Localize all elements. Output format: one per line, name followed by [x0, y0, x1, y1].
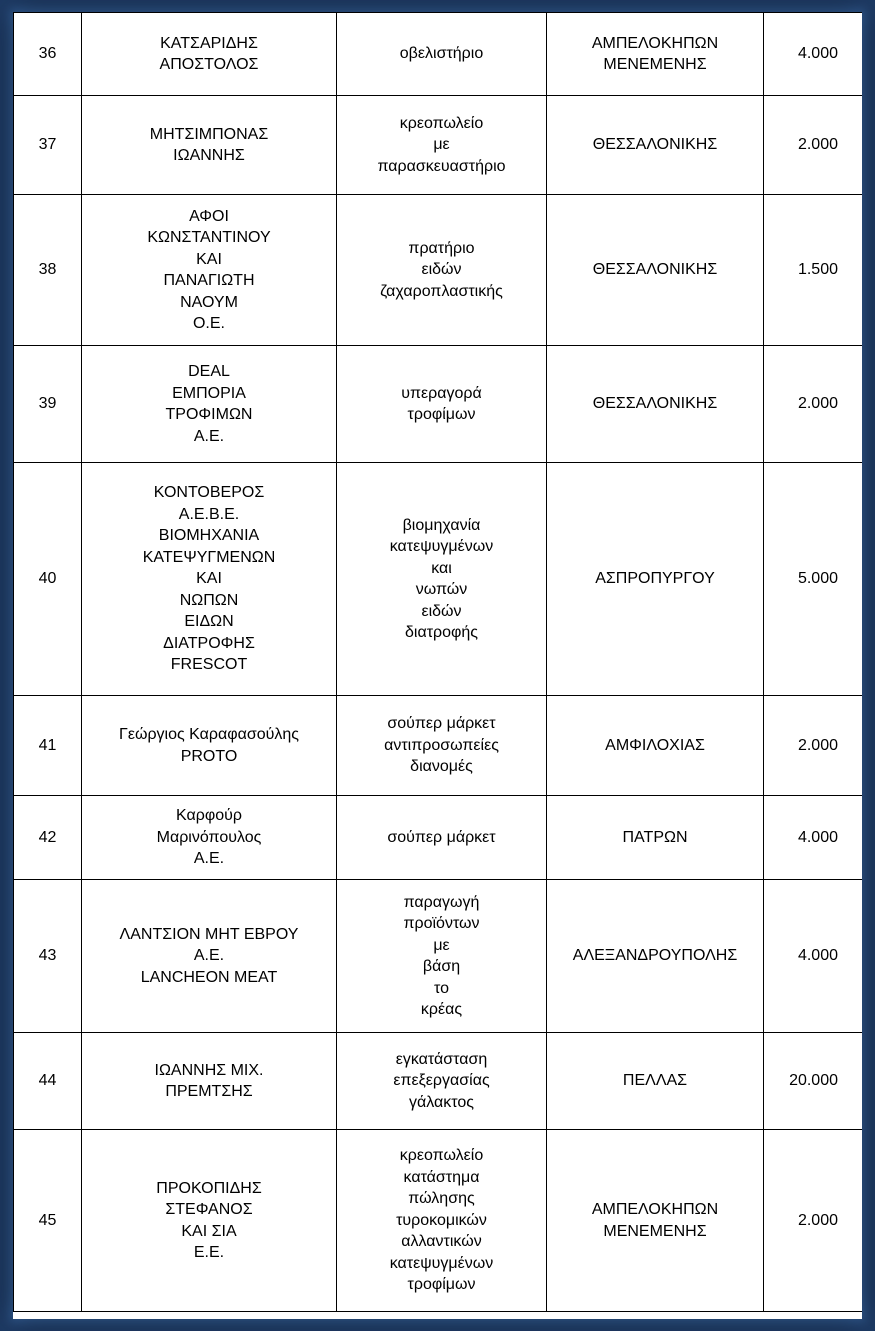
- business-activity: κρεοπωλείο κατάστημα πώλησης τυροκομικών αλλαντικών κατεψυγμένων τροφίμων: [337, 1130, 547, 1312]
- company-name: ΜΗΤΣΙΜΠΟΝΑΣ ΙΩΑΝΝΗΣ: [82, 96, 337, 195]
- company-name: DEAL ΕΜΠΟΡΙΑ ΤΡΟΦΙΜΩΝ Α.Ε.: [82, 346, 337, 463]
- municipality: ΠΕΛΛΑΣ: [547, 1033, 764, 1130]
- table-row: [14, 13, 863, 96]
- business-activity: πρατήριο ειδών ζαχαροπλαστικής: [337, 195, 547, 346]
- business-activity: βιομηχανία κατεψυγμένων και νωπών ειδών διατροφής: [337, 463, 547, 696]
- company-name: ΙΩΑΝΝΗΣ ΜΙΧ. ΠΡΕΜΤΣΗΣ: [82, 1033, 337, 1130]
- table-row: [14, 346, 863, 463]
- table-row: [14, 1130, 863, 1312]
- business-activity: σούπερ μάρκετ: [337, 796, 547, 880]
- fine-amount: 2.000: [764, 696, 863, 796]
- row-number: 43: [14, 880, 82, 1033]
- business-activity: υπεραγορά τροφίμων: [337, 346, 547, 463]
- row-number: 37: [14, 96, 82, 195]
- row-number: 41: [14, 696, 82, 796]
- company-name: Γεώργιος Καραφασούλης PROTO: [82, 696, 337, 796]
- company-name: Καρφούρ Μαρινόπουλος Α.Ε.: [82, 796, 337, 880]
- business-activity: παραγωγή προϊόντων με βάση το κρέας: [337, 880, 547, 1033]
- fine-amount: 4.000: [764, 13, 863, 96]
- municipality: ΑΣΠΡΟΠΥΡΓΟΥ: [547, 463, 764, 696]
- table-row: [14, 96, 863, 195]
- fine-amount: 1.500: [764, 195, 863, 346]
- municipality: ΑΜΠΕΛΟΚΗΠΩΝ ΜΕΝΕΜΕΝΗΣ: [547, 1130, 764, 1312]
- fine-amount: 4.000: [764, 796, 863, 880]
- municipality: ΑΜΦΙΛΟΧΙΑΣ: [547, 696, 764, 796]
- fine-amount: 2.000: [764, 1130, 863, 1312]
- fine-amount: 2.000: [764, 96, 863, 195]
- row-number: 44: [14, 1033, 82, 1130]
- municipality: ΘΕΣΣΑΛΟΝΙΚΗΣ: [547, 195, 764, 346]
- fine-amount: 2.000: [764, 346, 863, 463]
- fine-amount: 5.000: [764, 463, 863, 696]
- table-row: [14, 880, 863, 1033]
- table-row: [14, 696, 863, 796]
- row-number: 42: [14, 796, 82, 880]
- table-row: [14, 796, 863, 880]
- row-number: 45: [14, 1130, 82, 1312]
- municipality: ΘΕΣΣΑΛΟΝΙΚΗΣ: [547, 346, 764, 463]
- table-row: [14, 195, 863, 346]
- municipality: ΠΑΤΡΩΝ: [547, 796, 764, 880]
- business-activity: σούπερ μάρκετ αντιπροσωπείες διανομές: [337, 696, 547, 796]
- municipality: ΑΛΕΞΑΝΔΡΟΥΠΟΛΗΣ: [547, 880, 764, 1033]
- company-name: ΚΑΤΣΑΡΙΔΗΣ ΑΠΟΣΤΟΛΟΣ: [82, 13, 337, 96]
- company-name: ΠΡΟΚΟΠΙΔΗΣ ΣΤΕΦΑΝΟΣ ΚΑΙ ΣΙΑ Ε.Ε.: [82, 1130, 337, 1312]
- company-name: ΑΦΟΙ ΚΩΝΣΤΑΝΤΙΝΟΥ ΚΑΙ ΠΑΝΑΓΙΩΤΗ ΝΑΟΥΜ Ο.Ε.: [82, 195, 337, 346]
- table-row: [14, 1033, 863, 1130]
- document-sheet: [13, 12, 862, 1319]
- row-number: 38: [14, 195, 82, 346]
- company-name: ΛΑΝΤΣΙΟΝ ΜΗΤ ΕΒΡΟΥ Α.Ε. LANCHEON MEAT: [82, 880, 337, 1033]
- table-row: [14, 463, 863, 696]
- fine-amount: 4.000: [764, 880, 863, 1033]
- municipality: ΘΕΣΣΑΛΟΝΙΚΗΣ: [547, 96, 764, 195]
- municipality: ΑΜΠΕΛΟΚΗΠΩΝ ΜΕΝΕΜΕΝΗΣ: [547, 13, 764, 96]
- fine-amount: 20.000: [764, 1033, 863, 1130]
- row-number: 36: [14, 13, 82, 96]
- row-number: 40: [14, 463, 82, 696]
- penalties-table: [13, 12, 862, 1312]
- row-number: 39: [14, 346, 82, 463]
- company-name: ΚΟΝΤΟΒΕΡΟΣ Α.Ε.Β.Ε. ΒΙΟΜΗΧΑΝΙΑ ΚΑΤΕΨΥΓΜΕΝΩΝ ΚΑΙ ΝΩΠΩΝ ΕΙΔΩΝ ΔΙΑΤΡΟΦΗΣ FRESCOT: [82, 463, 337, 696]
- business-activity: κρεοπωλείο με παρασκευαστήριο: [337, 96, 547, 195]
- business-activity: οβελιστήριο: [337, 13, 547, 96]
- business-activity: εγκατάσταση επεξεργασίας γάλακτος: [337, 1033, 547, 1130]
